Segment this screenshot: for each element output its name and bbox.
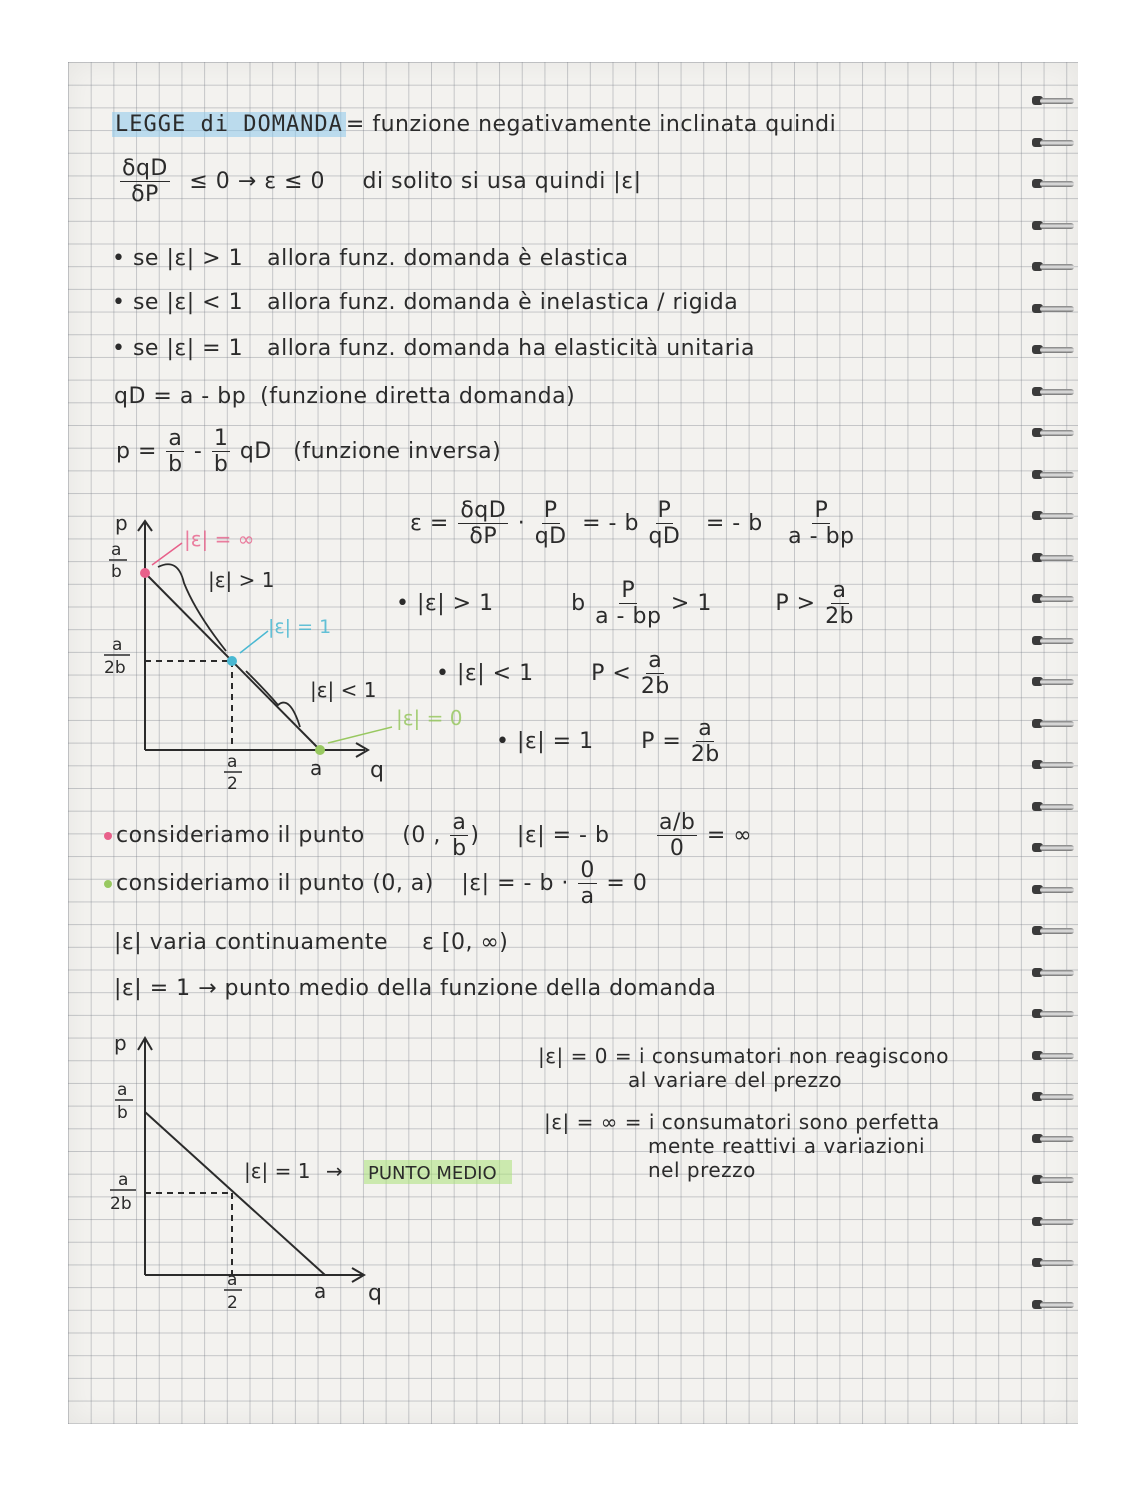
spiral-ring xyxy=(1032,593,1078,604)
spiral-ring xyxy=(1032,635,1078,646)
demand-graph-midpoint xyxy=(100,1030,520,1320)
elasticity-zero-label: |ε| = 0 xyxy=(396,706,463,730)
point-green xyxy=(315,745,325,755)
svg-text:2b: 2b xyxy=(110,1194,132,1214)
spiral-ring xyxy=(1032,137,1078,148)
spiral-ring xyxy=(1032,1257,1078,1268)
note-inf-3: nel prezzo xyxy=(648,1158,756,1182)
note-zero-2: al variare del prezzo xyxy=(628,1068,843,1092)
point-one-line: consideriamo il punto (0 , $\frac{a}{b}$ ) |ε| = - b $\frac{a/b}{0}$ = ∞ xyxy=(104,812,752,860)
a-over-b-den: b xyxy=(111,562,122,582)
elasticity-formula: ε = $\frac{\text{δqD}}{\delta P}$ · $\frac{P}{qD}$ = - b $\frac{P}{qD}$ = - b $\frac{P}{a - bp}$ xyxy=(410,498,855,549)
spiral-ring xyxy=(1032,552,1078,563)
derivative-relation: ≤ 0 → ε ≤ 0 xyxy=(189,169,326,194)
point-cyan xyxy=(227,656,237,666)
point-two-line: consideriamo il punto (0, a) |ε| = - b · $\frac{0}{a}$ = 0 xyxy=(104,860,647,908)
elasticity-gt1-label: |ε| > 1 xyxy=(208,568,275,592)
spiral-ring xyxy=(1032,469,1078,480)
spiral-ring xyxy=(1032,303,1078,314)
spiral-ring xyxy=(1032,95,1078,106)
spiral-ring xyxy=(1032,1091,1078,1102)
case-unitary: • se |ε| = 1 allora funz. domanda ha elasticità unitaria xyxy=(112,336,755,361)
point-pink xyxy=(140,568,150,578)
spiral-ring xyxy=(1032,344,1078,355)
spiral-ring xyxy=(1032,842,1078,853)
svg-text:a: a xyxy=(118,1170,129,1190)
a-over-2-num: a xyxy=(227,752,238,772)
q-axis-label: q xyxy=(370,758,384,783)
spiral-ring xyxy=(1032,261,1078,272)
medio-line: |ε| = 1 → punto medio della funzione della domanda xyxy=(114,976,717,1001)
note-inf-2: mente reattivi a variazioni xyxy=(648,1134,926,1158)
elasticity-eq1-label: |ε| = 1 xyxy=(268,616,332,638)
note-inf-1: |ε| = ∞ = i consumatori sono perfetta xyxy=(544,1110,940,1134)
spiral-ring xyxy=(1032,220,1078,231)
varia-line: |ε| varia continuamente ε [0, ∞) xyxy=(114,930,509,955)
direct-demand xyxy=(114,384,575,409)
spiral-ring xyxy=(1032,427,1078,438)
q-axis-label-2: q xyxy=(368,1281,382,1306)
a-over-2b-den: 2b xyxy=(104,658,126,678)
note-zero-1: |ε| = 0 = i consumatori non reagiscono xyxy=(538,1044,949,1068)
elasticity-inf-label: |ε| = ∞ xyxy=(184,527,255,551)
midpoint-arrow: → xyxy=(326,1159,343,1183)
spiral-ring xyxy=(1032,759,1078,770)
spiral-ring xyxy=(1032,718,1078,729)
spiral-ring xyxy=(1032,676,1078,687)
case-elastic: • se |ε| > 1 allora funz. domanda è elastica xyxy=(112,246,629,271)
a-intercept-label-2: a xyxy=(314,1279,327,1303)
a-over-b-num: a xyxy=(111,540,122,560)
page-title: LEGGE di DOMANDA xyxy=(112,112,346,137)
derivative-fraction: $\frac{\text{δqD}}{\delta P}$ xyxy=(122,156,168,207)
inverse-label: (funzione inversa) xyxy=(293,439,502,464)
direct-label: (funzione diretta domanda) xyxy=(260,384,576,409)
a-over-2-den: 2 xyxy=(227,774,238,794)
spiral-ring xyxy=(1032,884,1078,895)
title-rest: = funzione negativamente inclinata quindi xyxy=(345,112,837,137)
spiral-ring xyxy=(1032,967,1078,978)
condition-inelastic: • |ε| < 1 P < $\frac{a}{2b}$ xyxy=(436,648,670,699)
green-bullet-icon xyxy=(104,880,112,888)
midpoint-eq1-label: |ε| = 1 xyxy=(244,1159,311,1183)
a-intercept-label: a xyxy=(310,756,323,780)
arrow-inf xyxy=(152,543,182,565)
derivative-line xyxy=(118,158,642,206)
a-over-2b-num: a xyxy=(112,635,123,655)
elasticity-lt1-label: |ε| < 1 xyxy=(310,678,377,702)
pink-bullet-icon xyxy=(104,832,112,840)
svg-text:a: a xyxy=(227,1270,238,1290)
spiral-ring xyxy=(1032,510,1078,521)
svg-text:2: 2 xyxy=(227,1293,238,1313)
svg-text:a: a xyxy=(117,1080,128,1100)
midpoint-label: PUNTO MEDIO xyxy=(368,1163,497,1184)
title-line xyxy=(112,112,836,137)
direct-formula: qD = a - bp xyxy=(114,384,247,409)
condition-elastic: • |ε| > 1 b $\frac{P}{a - bp}$ > 1 P > $\frac{a}{2b}$ xyxy=(396,578,855,629)
spiral-ring xyxy=(1032,178,1078,189)
arrow-one xyxy=(240,631,268,653)
arrow-zero xyxy=(328,727,392,743)
spiral-ring xyxy=(1032,1133,1078,1144)
spiral-ring xyxy=(1032,1299,1078,1310)
spiral-ring xyxy=(1032,801,1078,812)
spiral-ring xyxy=(1032,386,1078,397)
spiral-binding xyxy=(1032,95,1082,1385)
spiral-ring xyxy=(1032,1216,1078,1227)
condition-unitary: • |ε| = 1 P = $\frac{a}{2b}$ xyxy=(496,716,720,767)
inverse-demand: p = $\frac{a}{b}$ - $\frac{1}{b}$ qD (funzione inversa) xyxy=(116,426,502,477)
svg-text:b: b xyxy=(117,1103,128,1123)
p-axis-label: p xyxy=(115,511,128,535)
spiral-ring xyxy=(1032,1050,1078,1061)
brace-lower xyxy=(246,671,300,727)
p-axis-label-2: p xyxy=(114,1031,127,1055)
spiral-ring xyxy=(1032,1008,1078,1019)
case-inelastic: • se |ε| < 1 allora funz. domanda è inelastica / rigida xyxy=(112,290,739,315)
spiral-ring xyxy=(1032,925,1078,936)
spiral-ring xyxy=(1032,1174,1078,1185)
derivative-note: di solito si usa quindi |ε| xyxy=(362,169,642,194)
